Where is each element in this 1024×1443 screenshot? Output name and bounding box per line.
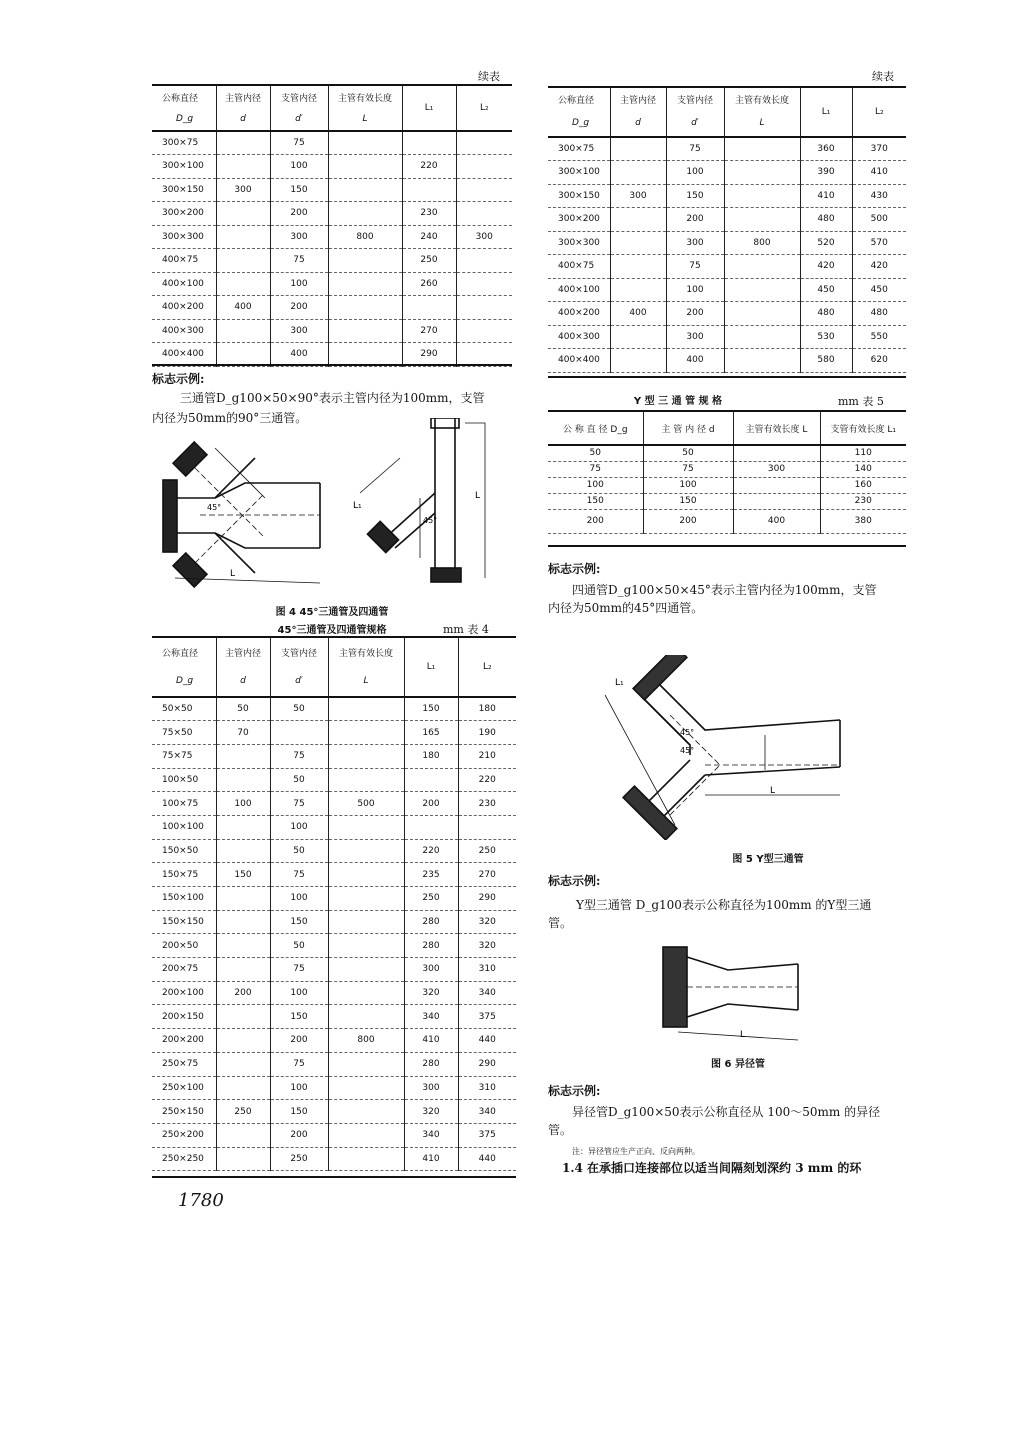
header-L1: L₁ xyxy=(800,88,852,137)
table-row: 250×100 100 300 310 xyxy=(152,1076,516,1100)
header-nominal: 公称直径 xyxy=(558,95,595,106)
table-bottom-rule xyxy=(152,364,512,366)
header-branch-inner: 支管内径 xyxy=(666,88,724,110)
table-4-unit: mm 表 4 xyxy=(443,623,489,636)
sym-L: L xyxy=(328,108,402,131)
example-text-3a: Y型三通管 D_g100表示公称直径为100mm 的Y型三通 xyxy=(576,898,872,912)
table-row: 300×300 300 800 520 570 xyxy=(548,231,906,255)
figure-4-caption: 图 4 45°三通管及四通管 xyxy=(275,607,389,618)
sym-d: d xyxy=(610,110,666,137)
header-L1: L₁ xyxy=(404,638,458,697)
page-number: 1780 xyxy=(178,1190,224,1211)
table-row: 150 150 230 xyxy=(548,493,906,509)
table-row: 100×100 100 xyxy=(152,815,516,839)
header-L2: L₂ xyxy=(456,86,512,131)
sym-L: L xyxy=(328,666,404,697)
sym-dp: d′ xyxy=(270,108,328,131)
table-row: 75 75 300 140 xyxy=(548,461,906,477)
table-row: 400×100 100 260 xyxy=(152,272,512,296)
example-label-3: 标志示例: xyxy=(548,874,601,888)
table-4-title: 45°三通管及四通管规格 xyxy=(277,625,387,636)
table-row: 200×50 50 280 320 xyxy=(152,934,516,958)
table-body xyxy=(152,131,512,366)
table-row: 250×75 75 280 290 xyxy=(152,1052,516,1076)
table-row: 400×300 300 270 xyxy=(152,319,512,343)
table-5-header-branch-length: 支管有效长度 L₁ xyxy=(820,412,906,445)
table-row: 250×250 250 410 440 xyxy=(152,1147,516,1171)
table-row: 150×100 100 250 290 xyxy=(152,887,516,911)
figure-6-caption: 图 6 异径管 xyxy=(711,1059,765,1070)
table-5-header-main-inner: 主 管 内 径 d xyxy=(643,412,733,445)
table-row: 300×200 200 480 500 xyxy=(548,208,906,232)
table-row: 400×100 100 450 450 xyxy=(548,278,906,302)
table-row: 400×200 400 200 xyxy=(152,296,512,320)
figure-4-drawing xyxy=(155,418,500,593)
table-5-body xyxy=(548,445,906,533)
table-4 xyxy=(152,638,516,1171)
figure-6-drawing xyxy=(658,942,808,1047)
fig5-label-L: L xyxy=(770,786,776,796)
figure-5-drawing xyxy=(595,655,845,840)
example-text-1a: 三通管D_g100×50×90°表示主管内径为100mm，支管 xyxy=(180,391,485,405)
table-row: 400×75 75 420 420 xyxy=(548,255,906,279)
table-row: 50 50 110 xyxy=(548,445,906,461)
table-row: 50×50 50 50 150 180 xyxy=(152,697,516,721)
table-5-header-main-length: 主管有效长度 L xyxy=(733,412,820,445)
table-row: 300×100 100 390 410 xyxy=(548,161,906,185)
table-row: 300×150 300 150 xyxy=(152,178,512,202)
header-nominal: 公称直径 xyxy=(162,648,199,659)
figure-5-caption: 图 5 Y型三通管 xyxy=(732,854,804,865)
sym-Dg: D_g xyxy=(152,666,216,697)
fig5-label-45b: 45° xyxy=(680,746,695,755)
header-L2: L₂ xyxy=(458,638,516,697)
table-row: 400×400 400 290 xyxy=(152,343,512,367)
table-row: 400×400 400 580 620 xyxy=(548,349,906,373)
sym-Dg: D_g xyxy=(152,108,216,131)
table-left-continued xyxy=(152,86,512,367)
example-label-2: 标志示例: xyxy=(548,562,601,576)
fig5-label-L1: L₁ xyxy=(615,678,624,688)
header-main-inner: 主管内径 xyxy=(216,638,270,666)
table-row: 200×150 150 340 375 xyxy=(152,1005,516,1029)
table-row: 100×75 100 75 500 200 230 xyxy=(152,792,516,816)
note-text: 注：异径管应生产正向、反向两种。 xyxy=(572,1147,700,1156)
table-row: 300×100 100 220 xyxy=(152,155,512,179)
table-row: 300×75 75 xyxy=(152,131,512,155)
fig4-label-L1-left: L₁ xyxy=(353,501,362,511)
table-row: 250×200 200 340 375 xyxy=(152,1123,516,1147)
table-row: 100×50 50 220 xyxy=(152,768,516,792)
example-text-4b: 管。 xyxy=(548,1123,573,1137)
sym-dp: d′ xyxy=(270,666,328,697)
right-table-bottom-rule xyxy=(548,376,906,378)
sym-L: L xyxy=(724,110,800,137)
fig4-label-L-bottom: L xyxy=(230,569,236,579)
header-branch-inner: 支管内径 xyxy=(270,638,328,666)
example-label-1: 标志示例: xyxy=(152,372,205,386)
header-L1: L₁ xyxy=(402,86,456,131)
table-row: 200×75 75 300 310 xyxy=(152,958,516,982)
table-row: 150×50 50 220 250 xyxy=(152,839,516,863)
header-main-inner: 主管内径 xyxy=(216,86,270,108)
header-main-length: 主管有效长度 xyxy=(328,638,404,666)
header-main-length: 主管有效长度 xyxy=(328,86,402,108)
example-text-2b: 内径为50mm的45°四通管。 xyxy=(548,601,704,615)
table-5-unit: mm 表 5 xyxy=(838,395,884,408)
fig6-label-L: L xyxy=(740,1030,746,1040)
table-row: 300×300 300 800 240 300 xyxy=(152,225,512,249)
sym-dp: d′ xyxy=(666,110,724,137)
table-body xyxy=(548,137,906,372)
table-row: 200×100 200 100 320 340 xyxy=(152,981,516,1005)
table-row: 150×150 150 280 320 xyxy=(152,910,516,934)
example-text-3b: 管。 xyxy=(548,916,573,930)
fig5-label-45a: 45° xyxy=(680,728,695,737)
table-5-title: Y 型 三 通 管 规 格 xyxy=(633,396,723,407)
table-row: 400×300 300 530 550 xyxy=(548,325,906,349)
table-4-body xyxy=(152,697,516,1171)
table-5-header-nominal: 公 称 直 径 D_g xyxy=(548,412,643,445)
continued-label-left: 续表 xyxy=(478,70,500,83)
header-branch-inner: 支管内径 xyxy=(270,86,328,108)
table-row: 75×50 70 165 190 xyxy=(152,721,516,745)
example-text-1b: 内径为50mm的90°三通管。 xyxy=(152,411,308,425)
fig4-label-45: 45° xyxy=(207,503,222,512)
header-nominal: 公称直径 xyxy=(162,93,199,104)
table-5 xyxy=(548,412,906,534)
table-4-bottom-rule xyxy=(152,1176,516,1178)
table-row: 75×75 75 180 210 xyxy=(152,744,516,768)
fig4-label-45-right: 45° xyxy=(423,516,438,525)
table-row: 150×75 150 75 235 270 xyxy=(152,863,516,887)
table-row: 400×200 400 200 480 480 xyxy=(548,302,906,326)
table-row: 100 100 160 xyxy=(548,477,906,493)
table-row: 400×75 75 250 xyxy=(152,249,512,273)
example-text-4a: 异径管D_g100×50表示公称直径从 100～50mm 的异径 xyxy=(572,1105,881,1119)
table-row: 200 200 400 380 xyxy=(548,509,906,533)
sym-d: d xyxy=(216,666,270,697)
table-row: 250×150 250 150 320 340 xyxy=(152,1100,516,1124)
section-1-4: 1.4 在承插口连接部位以适当间隔刻划深约 3 mm 的环 xyxy=(562,1161,862,1175)
header-L2: L₂ xyxy=(852,88,906,137)
example-label-4: 标志示例: xyxy=(548,1084,601,1098)
header-main-inner: 主管内径 xyxy=(610,88,666,110)
sym-Dg: D_g xyxy=(548,110,610,137)
table-row: 300×150 300 150 410 430 xyxy=(548,184,906,208)
table-row: 300×75 75 360 370 xyxy=(548,137,906,161)
sym-d: d xyxy=(216,108,270,131)
table-row: 300×200 200 230 xyxy=(152,202,512,226)
example-text-2a: 四通管D_g100×50×45°表示主管内径为100mm，支管 xyxy=(572,583,877,597)
table-5-bottom-rule xyxy=(548,545,906,547)
header-main-length: 主管有效长度 xyxy=(724,88,800,110)
fig4-label-L: L xyxy=(475,491,481,501)
continued-label-right: 续表 xyxy=(872,70,894,83)
table-row: 200×200 200 800 410 440 xyxy=(152,1029,516,1053)
table-right-continued xyxy=(548,88,906,373)
